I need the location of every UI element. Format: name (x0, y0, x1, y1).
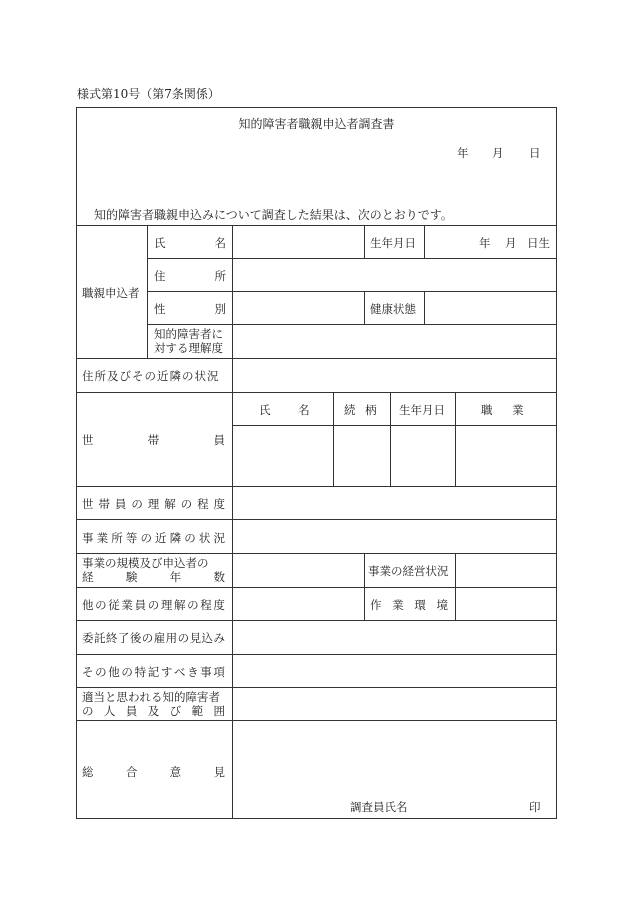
business-scale-label-line1: 事業の規模及び申込者の (82, 556, 209, 570)
label-char: の (121, 665, 133, 679)
grid-line (455, 392, 456, 486)
household-label (82, 432, 225, 448)
seal-label: 印 (529, 800, 541, 814)
grid-line (364, 291, 365, 324)
form-title: 知的障害者職親申込者調査書 (238, 117, 395, 131)
label-char: 囲 (213, 704, 225, 718)
label-char: の (140, 531, 152, 545)
business-status-label: 事業の経営状況 (368, 564, 449, 578)
grid-line (424, 225, 425, 258)
other-notes-label (82, 664, 225, 680)
birth-year: 年 (479, 236, 491, 250)
label-char: 委 (82, 631, 94, 645)
label-char: 年 (169, 570, 182, 584)
address-label-char: 住 (154, 269, 166, 283)
label-char: の (95, 665, 107, 679)
label-char: 事 (200, 665, 212, 679)
grid-line (76, 519, 557, 520)
address-label-char: 所 (214, 269, 226, 283)
label-char: べ (173, 665, 186, 679)
work-environment-label (370, 597, 448, 613)
label-char: 解 (173, 598, 186, 612)
label-char: 程 (200, 598, 212, 612)
grid-line (76, 620, 557, 621)
label-char: の (141, 631, 154, 645)
label-char: 世 (82, 497, 94, 511)
label-char: 況 (213, 531, 225, 545)
label-char: の (180, 497, 193, 511)
household-col-relation (344, 402, 377, 418)
label-char: 度 (213, 497, 225, 511)
label-char: 人 (103, 704, 116, 718)
label-char: 経 (82, 570, 94, 584)
label-char: の (177, 631, 190, 645)
grid-line (147, 291, 557, 292)
label-char: 託 (93, 631, 106, 645)
address-neighborhood-label: 住所及びその近隣の状況 (82, 369, 220, 383)
understanding-label-line1: 知的障害者に (154, 327, 223, 341)
household-label-char: 帯 (147, 433, 160, 447)
label-char: 込 (201, 631, 214, 645)
household-label-char: 員 (213, 433, 225, 447)
label-char: 他 (82, 598, 94, 612)
label-char: の (184, 531, 196, 545)
grid-line (76, 225, 557, 226)
grid-line (147, 225, 148, 358)
grid-line (76, 358, 557, 359)
label-char: 特 (134, 665, 147, 679)
label-char: び (169, 704, 182, 718)
label-char: 近 (155, 531, 167, 545)
grid-line (455, 553, 456, 620)
label-char: 業 (96, 531, 109, 545)
label-char: き (187, 665, 199, 679)
grid-line (76, 392, 557, 393)
household-col-name (259, 402, 310, 418)
household-col-occupation (481, 402, 524, 418)
grid-line (333, 392, 334, 486)
label-char: の (147, 598, 160, 612)
office-neighborhood-label (82, 530, 225, 546)
household-understanding-label (82, 496, 225, 512)
grid-line (76, 720, 557, 721)
label-char: の (95, 598, 107, 612)
label-char: 環 (414, 598, 426, 612)
label-char: 後 (129, 631, 142, 645)
grid-line (76, 687, 557, 688)
grid-line (364, 225, 365, 258)
label-char: 員 (114, 497, 127, 511)
grid-line (76, 587, 557, 588)
label-char: 及 (147, 704, 160, 718)
grid-line (76, 553, 557, 554)
household-col-name-char: 氏 (259, 403, 271, 417)
suitable-label-line2 (82, 704, 225, 718)
sex-label-char: 別 (214, 302, 226, 316)
label-char: 等 (125, 531, 138, 545)
birth-day: 日生 (527, 236, 550, 250)
label-char: 業 (392, 598, 404, 612)
label-char: 所 (111, 531, 123, 545)
health-label: 健康状態 (370, 302, 416, 316)
label-char: 終 (105, 631, 118, 645)
understanding-label-line2: 対する理解度 (154, 341, 223, 355)
household-col-relation-char: 柄 (365, 403, 377, 417)
label-char: 程 (197, 497, 209, 511)
grid-line (364, 553, 365, 620)
label-char: の (131, 497, 143, 511)
label-char: 合 (125, 765, 138, 779)
label-char: の (82, 704, 94, 718)
intro-text: 知的障害者職親申込みについて調査した結果は、次のとおりです。 (94, 208, 453, 222)
grid-line (390, 392, 391, 486)
label-char: 総 (82, 765, 94, 779)
label-char: 了 (117, 631, 130, 645)
birth-month: 月 (505, 236, 517, 250)
name-label (154, 235, 226, 251)
grid-line (147, 324, 557, 325)
grid-line (76, 654, 557, 655)
label-char: 用 (165, 631, 178, 645)
grid-line (424, 291, 425, 324)
sex-label-char: 性 (154, 302, 166, 316)
household-col-name-char: 名 (298, 403, 310, 417)
household-col-birth: 生年月日 (399, 403, 445, 417)
business-scale-label-line2 (82, 570, 225, 584)
label-char: 解 (164, 497, 176, 511)
grid-line (147, 258, 557, 259)
name-label-char: 名 (214, 236, 226, 250)
address-label (154, 268, 226, 284)
label-char: す (160, 665, 173, 679)
form-number: 様式第10号（第7条関係） (77, 87, 220, 101)
label-char: 業 (121, 598, 133, 612)
date-day: 日 (529, 146, 541, 160)
birth-label: 生年月日 (370, 236, 416, 250)
post-employment-label (82, 630, 225, 646)
label-char: 他 (108, 665, 120, 679)
label-char: 意 (169, 765, 182, 779)
investigator-label: 調査員氏名 (350, 800, 408, 814)
label-char: 帯 (98, 497, 110, 511)
label-char: 雇 (153, 631, 166, 645)
label-char: 理 (160, 598, 173, 612)
label-char: 見 (213, 765, 225, 779)
grid-line (76, 486, 557, 487)
other-employees-label (82, 597, 225, 613)
sex-label (154, 301, 226, 317)
label-char: 境 (436, 598, 448, 612)
label-char: 験 (125, 570, 138, 584)
household-col-relation-char: 続 (344, 403, 356, 417)
grid-line (232, 425, 557, 426)
label-char: 理 (147, 497, 160, 511)
label-char: 見 (189, 631, 202, 645)
label-char: 範 (191, 704, 204, 718)
name-label-char: 氏 (154, 236, 166, 250)
label-char: み (213, 631, 225, 645)
label-char: 作 (370, 598, 382, 612)
label-char: 度 (213, 598, 225, 612)
label-char: 項 (213, 665, 225, 679)
label-char: の (187, 598, 199, 612)
label-char: 員 (125, 704, 138, 718)
label-char: 状 (198, 531, 211, 545)
date-year: 年 (457, 146, 469, 160)
label-char: 記 (147, 665, 160, 679)
suitable-label-line1: 適当と思われる知的障害者 (82, 690, 220, 704)
household-label-char: 世 (82, 433, 94, 447)
date-month: 月 (492, 146, 504, 160)
label-char: 隣 (169, 531, 182, 545)
label-char: 員 (134, 598, 147, 612)
household-col-occupation-char: 職 (481, 403, 493, 417)
label-char: 数 (213, 570, 225, 584)
applicant-section-label: 職親申込者 (82, 286, 140, 300)
label-char: 従 (108, 598, 120, 612)
grid-line (232, 225, 233, 819)
overall-opinion-label (82, 764, 225, 780)
label-char: そ (82, 665, 94, 679)
label-char: 事 (82, 531, 94, 545)
household-col-occupation-char: 業 (512, 403, 524, 417)
